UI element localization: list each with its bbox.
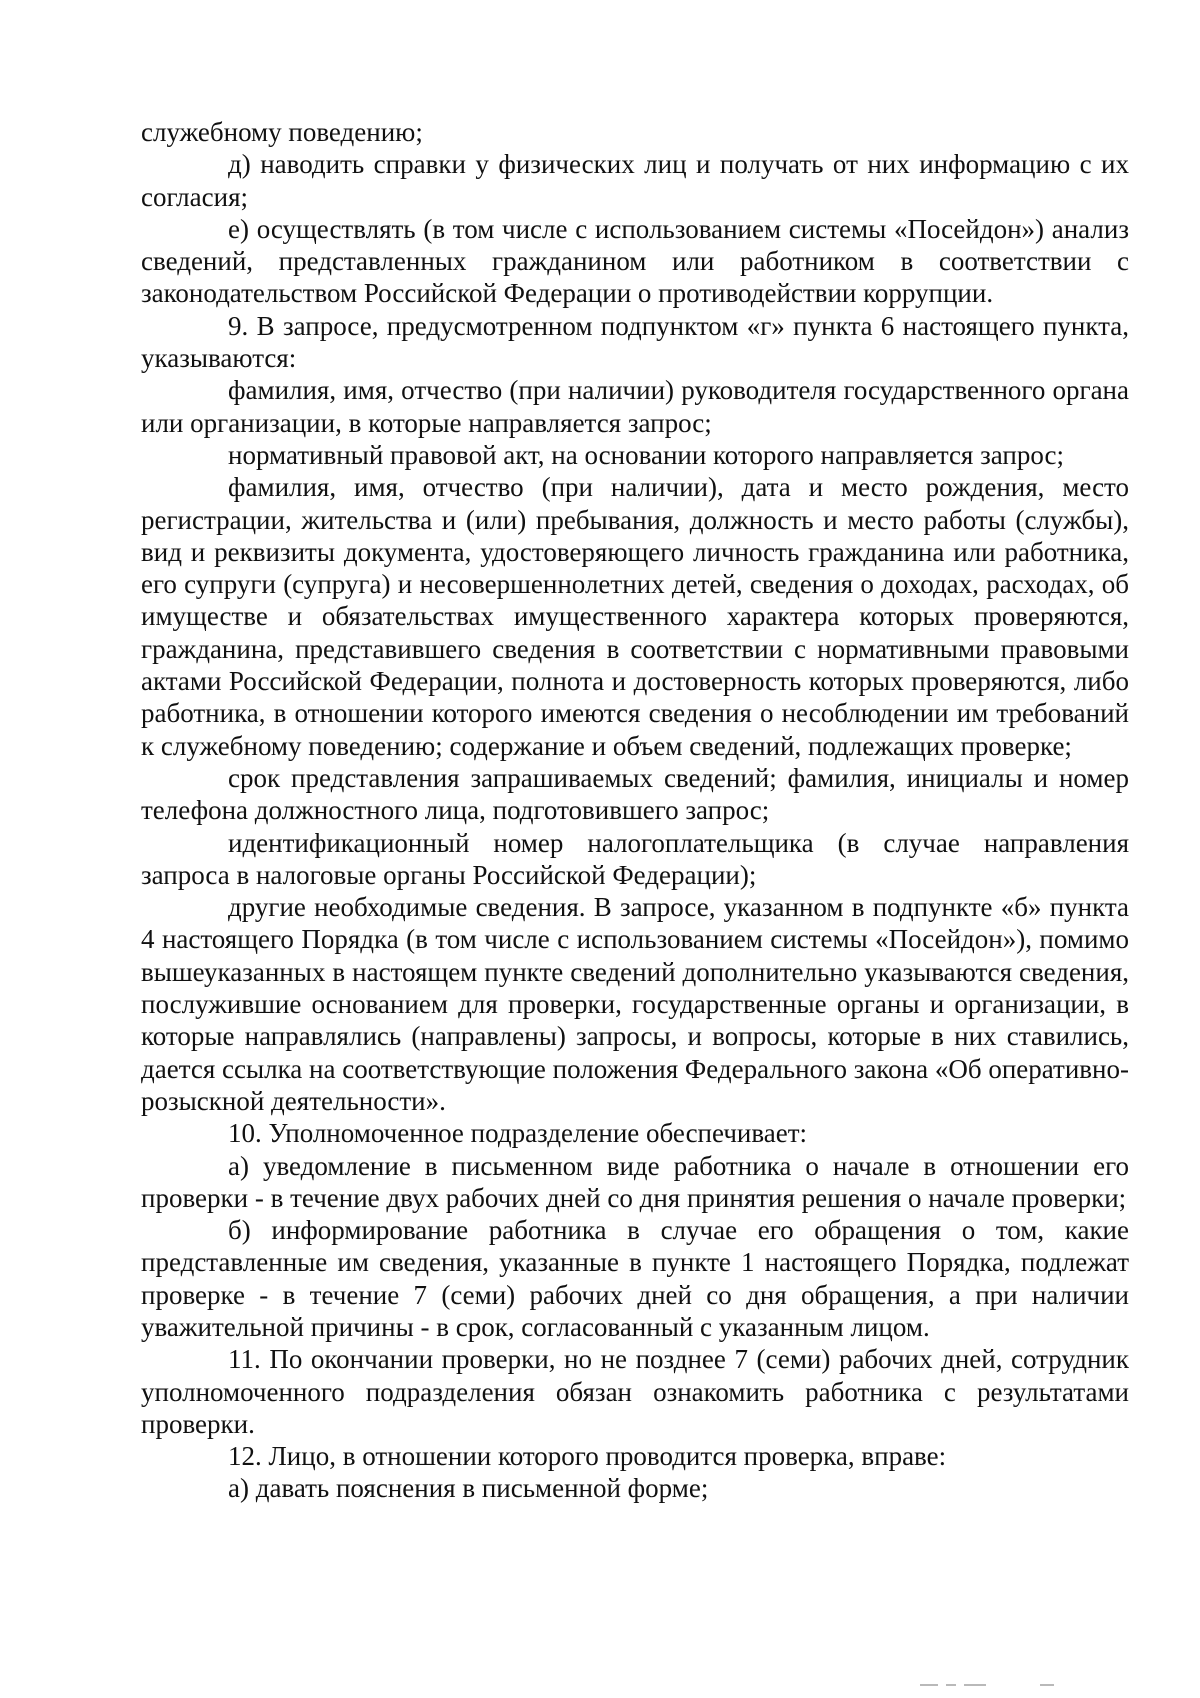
paragraph-item-10b: б) информирование работника в случае его обращения о том, какие представленные им сведения, указанные в пункте 1 настоящего Порядка, подлежат проверке - в течение 7 (семи) рабочих дней со дня обращения, а при наличии уважительной причины - в срок, согласованный с указанным лицом. [141, 1215, 1129, 1342]
paragraph-9-inn: идентификационный номер налогоплательщика (в случае направления запроса в налоговые органы Российской Федерации); [141, 827, 1129, 890]
paragraph-item-8d: д) наводить справки у физических лиц и получать от них информацию с их согласия; [141, 149, 1129, 212]
paragraph-9-deadline: срок представления запрашиваемых сведений; фамилия, инициалы и номер телефона должностного лица, подготовившего запрос; [141, 762, 1129, 826]
paragraph-item-8e: е) осуществлять (в том числе с использованием системы «Посейдон») анализ сведений, представленных гражданином или работником в соответствии с законодательством Российской Федерации о противодействии коррупции. [141, 213, 1129, 309]
paragraph-9-head-name: фамилия, имя, отчество (при наличии) руководителя государственного органа или организации, в которые направляется запрос; [141, 375, 1129, 438]
paragraph-section-11: 11. По окончании проверки, но не позднее 7 (семи) рабочих дней, сотрудник уполномоченного подразделения обязан ознакомить работника с результатами проверки. [141, 1344, 1129, 1439]
paragraph-item-12a: а) давать пояснения в письменной форме; [228, 1473, 709, 1504]
document-body [141, 116, 1129, 1505]
paragraph-section-10: 10. Уполномоченное подразделение обеспечивает: [228, 1118, 808, 1149]
paragraph-section-9: 9. В запросе, предусмотренном подпунктом «г» пункта 6 настоящего пункта, указываются: [141, 310, 1129, 374]
scan-artifact [920, 1684, 1070, 1688]
paragraph-item-10a: а) уведомление в письменном виде работника о начале в отношении его проверки - в течение двух рабочих дней со дня принятия решения о начале проверки; [141, 1150, 1129, 1213]
paragraph-continuation: служебному поведению; [141, 117, 423, 147]
paragraph-9-person-details: фамилия, имя, отчество (при наличии), дата и место рождения, место регистрации, жительства и (или) пребывания, должность и место работы (службы), вид и реквизиты документа, удостоверяющего личность гражданина или работника, его супруги (супруга) и несовершеннолетних детей, сведения о доходах, расходах, об имуществе и обязательствах имущественного характера которых проверяются, гражданина, представившего сведения в соответствии с нормативными правовыми актами Российской Федерации, полнота и достоверность которых проверяются, либо работника, в отношении которого имеются сведения о несоблюдении им требований к служебному поведению; содержание и объем сведений, подлежащих проверке; [141, 472, 1129, 761]
paragraph-9-legal-act: нормативный правовой акт, на основании которого направляется запрос; [228, 439, 1064, 470]
paragraph-9-other: другие необходимые сведения. В запросе, указанном в подпункте «б» пункта 4 настоящего Порядка (в том числе с использованием системы «Посейдон»), помимо вышеуказанных в настоящем пункте сведений дополнительно указываются сведения, послужившие основанием для проверки, государственные органы и организации, в которые направлялись (направлены) запросы, и вопросы, которые в них ставились, дается ссылка на соответствующие положения Федерального закона «Об оперативно-розыскной деятельности». [141, 892, 1129, 1116]
paragraph-section-12: 12. Лицо, в отношении которого проводится проверка, вправе: [228, 1441, 947, 1472]
